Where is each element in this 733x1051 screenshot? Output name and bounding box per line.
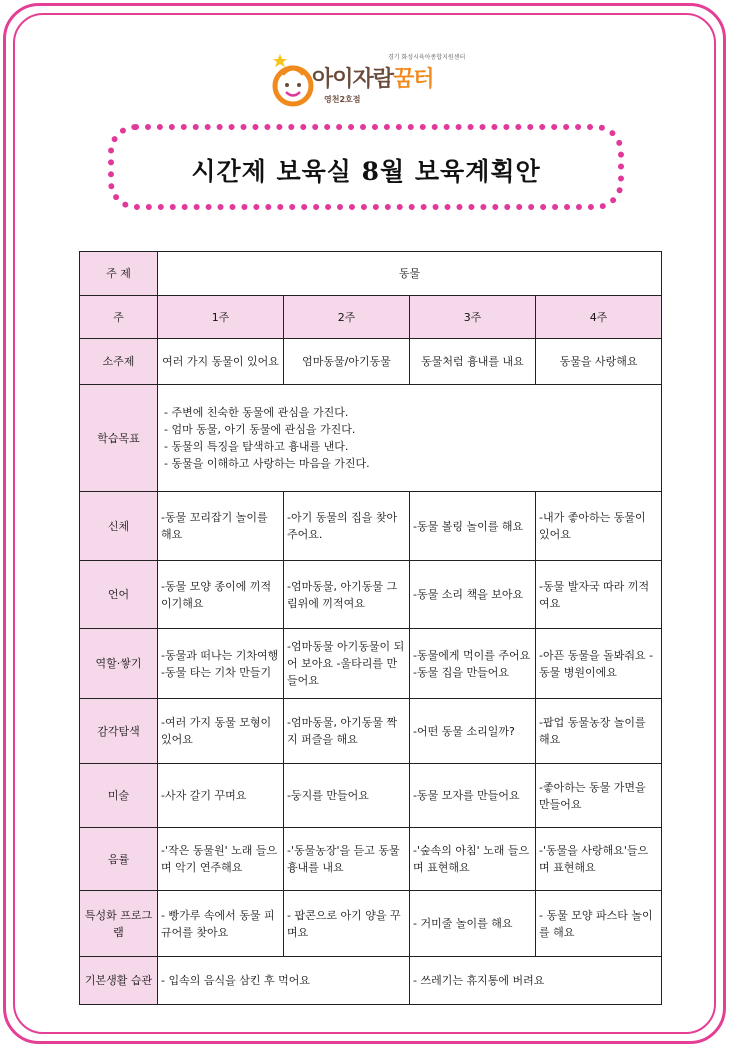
activity-row (80, 492, 662, 561)
activity-cell: -동물 발자국 따라 끼적여요 (536, 561, 662, 629)
habits-row (80, 957, 662, 1005)
activity-cell: -좋아하는 동물 가면을 만들어요 (536, 764, 662, 828)
theme-value: 동물 (158, 252, 662, 296)
child-face-icon (272, 52, 316, 110)
activity-row (80, 828, 662, 891)
activity-row (80, 561, 662, 629)
activity-cell: -동물과 떠나는 기차여행 -동물 타는 기차 만들기 (158, 629, 284, 699)
activity-cell: -동물 꼬리잡기 놀이를 해요 (158, 492, 284, 561)
logo-center-name: 경기 화성시육아종합지원센터 (388, 54, 466, 61)
goal-item: - 동물을 이해하고 사랑하는 마음을 가진다. (164, 457, 370, 470)
theme-label: 주 제 (80, 252, 158, 296)
goal-item: - 동물의 특징을 탐색하고 흉내를 낸다. (164, 440, 349, 453)
activity-cell: -팝업 동물농장 놀이를 해요 (536, 699, 662, 764)
row-label: 특성화 프로그램 (80, 891, 158, 957)
week-header: 4주 (536, 296, 662, 339)
activity-cell: -엄마동물, 아기동물 짝지 퍼즐을 해요 (284, 699, 410, 764)
activity-row (80, 764, 662, 828)
activity-cell: -아기 동물의 집을 찾아주어요. (284, 492, 410, 561)
activity-cell: -동물 소리 책을 보아요 (410, 561, 536, 629)
page-title: 시간제 보육실 8월 보육계획안 (191, 157, 541, 186)
activity-row (80, 699, 662, 764)
activity-cell: -동물에게 먹이를 주어요 -동물 집을 만들어요 (410, 629, 536, 699)
logo-branch: 영천2호점 (324, 95, 361, 104)
activity-cell: -'숲속의 아침' 노래 들으며 표현해요 (410, 828, 536, 891)
activity-cell: -동물 볼링 놀이를 해요 (410, 492, 536, 561)
activity-cell: - 팝콘으로 아기 양을 꾸며요 (284, 891, 410, 957)
row-label: 언어 (80, 561, 158, 629)
activity-cell: -사자 갈기 꾸며요 (158, 764, 284, 828)
subtheme-cell: 동물을 사랑해요 (536, 339, 662, 385)
activity-cell: -엄마동물, 아기동물 그림위에 끼적여요 (284, 561, 410, 629)
goals-cell (158, 385, 662, 492)
week-header: 3주 (410, 296, 536, 339)
subtheme-cell: 엄마동물/아기동물 (284, 339, 410, 385)
activity-cell: - 빵가루 속에서 동물 피규어를 찾아요 (158, 891, 284, 957)
goals-row (80, 385, 662, 492)
activity-cell: -엄마동물 아기동물이 되어 보아요 -울타리를 만들어요 (284, 629, 410, 699)
activity-row (80, 629, 662, 699)
row-label: 감각탐색 (80, 699, 158, 764)
activity-cell: -어떤 동물 소리일까? (410, 699, 536, 764)
week-row (80, 296, 662, 339)
activity-row (80, 891, 662, 957)
theme-row (80, 252, 662, 296)
row-label: 역할·쌓기 (80, 629, 158, 699)
subtheme-cell: 여러 가지 동물이 있어요 (158, 339, 284, 385)
row-label: 음률 (80, 828, 158, 891)
goals-label: 학습목표 (80, 385, 158, 492)
logo-brand-b: 꿈터 (393, 67, 434, 92)
activity-cell: -'동물농장'을 듣고 동물 흉내를 내요 (284, 828, 410, 891)
activity-cell: -'동물을 사랑해요'들으며 표현해요 (536, 828, 662, 891)
activity-cell: -'작은 동물원' 노래 들으며 악기 연주해요 (158, 828, 284, 891)
activity-cell: -내가 좋아하는 동물이 있어요 (536, 492, 662, 561)
activity-cell: -동물 모양 종이에 끼적이기해요 (158, 561, 284, 629)
habit-cell: - 입속의 음식을 삼킨 후 먹어요 (158, 957, 410, 1005)
title-banner (108, 124, 624, 210)
activity-cell: -동물 모자를 만들어요 (410, 764, 536, 828)
row-label: 신체 (80, 492, 158, 561)
subtheme-row (80, 339, 662, 385)
subtheme-label: 소주제 (80, 339, 158, 385)
center-logo (272, 52, 482, 114)
subtheme-cell: 동물처럼 흉내를 내요 (410, 339, 536, 385)
week-header: 1주 (158, 296, 284, 339)
goal-item: - 엄마 동물, 아기 동물에 관심을 가진다. (164, 423, 356, 436)
goal-item: - 주변에 친숙한 동물에 관심을 가진다. (164, 406, 349, 419)
week-label: 주 (80, 296, 158, 339)
row-label: 미술 (80, 764, 158, 828)
activity-cell: -아픈 동물을 돌봐줘요 -동물 병원이에요 (536, 629, 662, 699)
activity-cell: -둥지를 만들어요 (284, 764, 410, 828)
habit-cell: - 쓰레기는 휴지통에 버려요 (410, 957, 662, 1005)
logo-wordmark (312, 62, 434, 93)
habits-label: 기본생활 습관 (80, 957, 158, 1005)
plan-table (79, 251, 662, 1005)
activity-cell: - 동물 모양 파스타 놀이를 해요 (536, 891, 662, 957)
logo-brand-a: 아이자람 (312, 67, 394, 92)
activity-cell: -여러 가지 동물 모형이 있어요 (158, 699, 284, 764)
week-header: 2주 (284, 296, 410, 339)
activity-cell: - 거미줄 놀이를 해요 (410, 891, 536, 957)
